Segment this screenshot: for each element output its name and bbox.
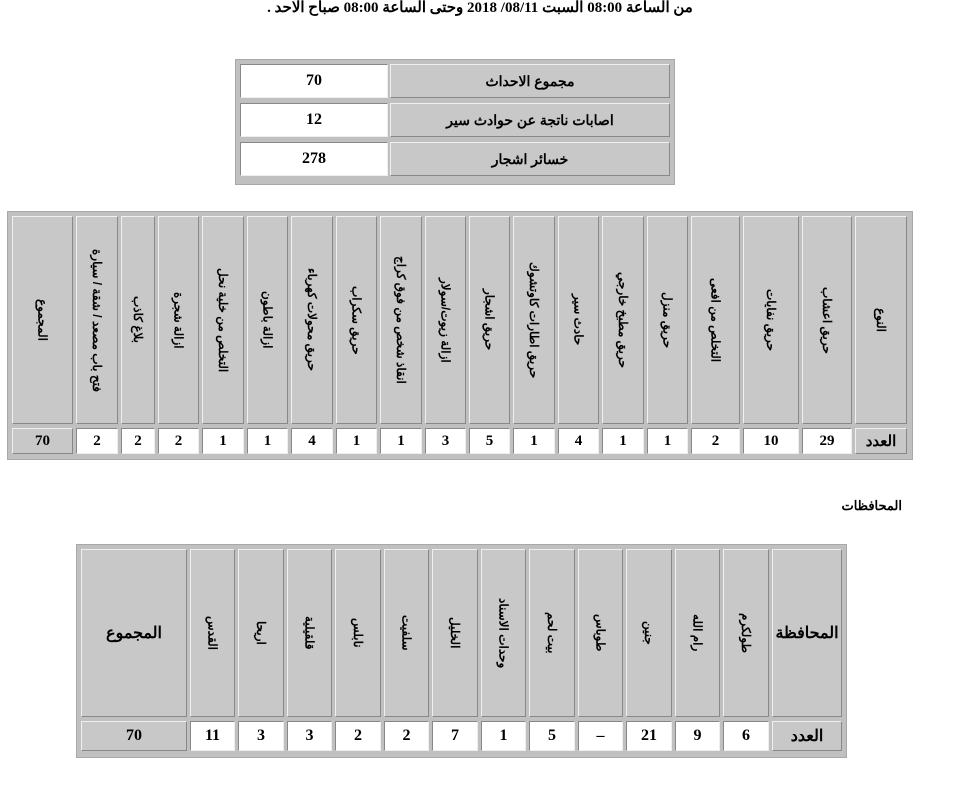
type-count-cell: 1 [247, 428, 288, 454]
type-column-header-text: فتح باب مصعد / شقة / سيارة [90, 248, 104, 392]
governorate-count-cell: 21 [626, 721, 672, 751]
type-column-header-text: انقاذ شخص من فوق كراج [394, 256, 408, 384]
governorate-column-header-text: سلفيت [399, 615, 414, 651]
total-column-header [12, 216, 73, 424]
type-count-cell: 1 [380, 428, 422, 454]
type-count-cell: 4 [291, 428, 333, 454]
governorate-column-header [578, 549, 623, 717]
total-column-header-text: المجموع [35, 299, 50, 341]
governorate-count-cell: 11 [190, 721, 235, 751]
type-column-header [558, 216, 599, 424]
type-count-cell: 1 [336, 428, 377, 454]
type-column-header [158, 216, 199, 424]
type-column-header [76, 216, 118, 424]
incident-types-table [7, 211, 913, 460]
governorate-column-header [384, 549, 429, 717]
type-count-cell: 1 [202, 428, 244, 454]
governorate-column-header-text: طولكرم [739, 612, 753, 654]
summary-row [238, 140, 672, 179]
governorate-column-header [190, 549, 235, 717]
type-column-header [202, 216, 244, 424]
governorate-count-cell: 7 [432, 721, 478, 751]
governorate-column-header-text: وحدات الاسناد [496, 597, 511, 669]
type-count-cell: 5 [469, 428, 510, 454]
governorate-count-cell: 2 [335, 721, 381, 751]
type-column-header [513, 216, 555, 424]
type-column-header [121, 216, 155, 424]
governorate-column-header [287, 549, 332, 717]
total-count-cell: 70 [81, 721, 187, 751]
type-row-header-text: النوع [874, 308, 888, 332]
type-count-cell: 2 [691, 428, 740, 454]
governorate-column-header [432, 549, 478, 717]
type-column-header [291, 216, 333, 424]
summary-row [238, 101, 672, 140]
type-column-header [647, 216, 688, 424]
summary-table [235, 59, 675, 185]
type-column-header [602, 216, 644, 424]
summary-label: مجموع الاحداث [390, 64, 670, 98]
summary-value: 12 [240, 103, 388, 137]
report-period-text: من الساعة 08:00 السبت 08/11/ 2018 وحتى الساعة 08:00 صباح الاحد . [267, 0, 693, 16]
governorate-count-cell: 5 [529, 721, 575, 751]
type-count-cell: 10 [743, 428, 799, 454]
summary-label: خسائر اشجار [390, 142, 670, 176]
governorate-column-header [723, 549, 769, 717]
total-count-cell: 70 [12, 428, 73, 454]
type-column-header-text: حريق مطبخ خارجي [616, 272, 630, 368]
type-column-header-text: ازالة شجرة [171, 291, 186, 349]
governorate-count-cell: 9 [675, 721, 720, 751]
type-column-header-text: التخلص من خلية نحل [216, 267, 230, 373]
type-column-header [425, 216, 466, 424]
governorate-count-cell: 2 [384, 721, 429, 751]
type-column-header-text: حريق اعشاب [820, 286, 834, 354]
type-column-header-text: التخلص من افعى [708, 277, 723, 363]
governorate-column-header [626, 549, 672, 717]
governorate-column-header-text: القدس [205, 615, 220, 650]
governorate-column-header-text: طوباس [593, 614, 608, 652]
governorate-count-cell: 6 [723, 721, 769, 751]
type-column-header-text: حريق محولات كهرباء [305, 268, 319, 372]
governorate-column-header-text: قلقيلية [302, 616, 317, 650]
summary-label: اصابات ناتجة عن حوادث سير [390, 103, 670, 137]
governorate-count-cell: 1 [481, 721, 526, 751]
type-count-cell: 1 [513, 428, 555, 454]
summary-row [238, 62, 672, 101]
type-column-header [802, 216, 852, 424]
type-column-header-text: ازالة باطون [260, 291, 275, 349]
type-count-cell: 2 [121, 428, 155, 454]
summary-value: 278 [240, 142, 388, 176]
governorate-column-header [529, 549, 575, 717]
governorate-column-header-text: بيت لحم [545, 612, 559, 654]
type-count-cell: 2 [158, 428, 199, 454]
governorate-column-header-text: الخليل [448, 617, 462, 649]
type-column-header-text: حريق نفايات [764, 288, 778, 352]
type-column-header [469, 216, 510, 424]
type-count-cell: 1 [602, 428, 644, 454]
governorate-count-cell: 3 [238, 721, 284, 751]
governorate-column-header [238, 549, 284, 717]
type-column-header-text: حادث سير [571, 294, 586, 346]
type-column-header [743, 216, 799, 424]
type-count-cell: 3 [425, 428, 466, 454]
type-column-header-text: حريق سكراب [349, 285, 364, 355]
type-count-cell: 4 [558, 428, 599, 454]
type-column-header [247, 216, 288, 424]
type-column-header-text: حريق اطارات كاوتشوك [527, 261, 541, 379]
total-column-header: المجموع [81, 549, 187, 717]
type-row-header [855, 216, 907, 424]
type-column-header-text: حريق اشجار [482, 289, 497, 351]
type-column-header-text: حريق منزل [660, 291, 675, 349]
count-row-header: العدد [855, 428, 907, 454]
summary-value: 70 [240, 64, 388, 98]
type-column-header-text: بلاغ كاذب [131, 296, 145, 344]
type-count-cell: 1 [647, 428, 688, 454]
governorates-title: المحافظات [841, 498, 902, 513]
governorate-row-header: المحافظة [772, 549, 842, 717]
governorate-column-header-text: اريحا [254, 621, 268, 645]
type-column-header [691, 216, 740, 424]
governorate-column-header-text: نابلس [351, 618, 365, 648]
type-count-cell: 29 [802, 428, 852, 454]
type-count-cell: 2 [76, 428, 118, 454]
count-row-header: العدد [772, 721, 842, 751]
governorates-table [76, 544, 847, 758]
governorate-column-header [675, 549, 720, 717]
governorate-count-cell: – [578, 721, 623, 751]
type-column-header [380, 216, 422, 424]
governorate-column-header [335, 549, 381, 717]
governorate-column-header [481, 549, 526, 717]
governorate-column-header-text: رام الله [690, 614, 705, 652]
governorate-count-cell: 3 [287, 721, 332, 751]
type-column-header [336, 216, 377, 424]
type-column-header-text: ازالة زيوت/سولار [438, 277, 453, 363]
governorate-column-header-text: جنين [642, 621, 656, 645]
